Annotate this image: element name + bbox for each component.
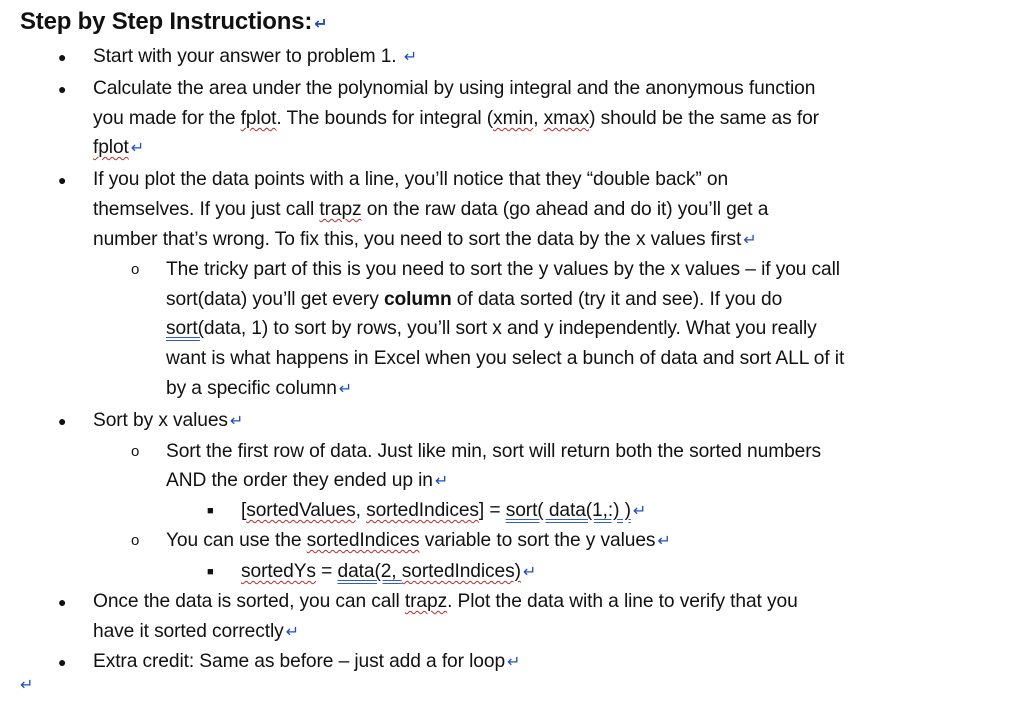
return-mark-icon: ↵	[338, 381, 353, 398]
return-mark-icon: ↵	[314, 16, 328, 33]
list-item: Start with your answer to problem 1. ↵	[93, 46, 418, 67]
bullet-circle-icon: o	[131, 443, 140, 460]
list-item-line: fplot ↵	[93, 137, 145, 158]
code-line: sortedYs = data(2, sortedIndices) ↵	[241, 561, 537, 582]
return-mark-icon: ↵	[130, 140, 145, 157]
bullet-square-icon: ■	[207, 566, 214, 578]
return-mark-icon: ↵	[229, 413, 244, 430]
sub-list-item: Sort the first row of data. Just like min, sort will return both the sorted numbers	[166, 441, 822, 462]
list-item: If you plot the data points with a line, you’ll notice that they “double back” on	[93, 169, 729, 190]
bullet-circle-icon: o	[131, 261, 140, 278]
sub-list-item-line: sort(data) you’ll get every column of data sorted (try it and see). If you do	[166, 289, 783, 310]
return-mark-icon: ↵	[434, 473, 449, 490]
return-mark-icon: ↵	[522, 564, 537, 581]
sub-list-item-line: by a specific column ↵	[166, 378, 353, 399]
list-item: Once the data is sorted, you can call trapz. Plot the data with a line to verify that you	[93, 591, 798, 612]
page-title	[20, 8, 327, 36]
sub-list-item-line: AND the order they ended up in ↵	[166, 470, 449, 491]
bullet-disc-icon: ●	[58, 654, 67, 670]
bullet-square-icon: ■	[207, 505, 214, 517]
bullet-disc-icon: ●	[58, 172, 67, 188]
return-mark-icon: ↵	[403, 49, 418, 66]
return-mark-icon: ↵	[507, 654, 521, 671]
sub-list-item: You can use the sortedIndices variable to sort the y values ↵	[166, 530, 671, 551]
list-item-line: have it sorted correctly ↵	[93, 621, 299, 642]
list-item: Extra credit: Same as before – just add a for loop ↵	[93, 651, 521, 672]
list-item: Calculate the area under the polynomial by using integral and the anonymous function	[93, 78, 816, 99]
sub-list-item: The tricky part of this is you need to sort the y values by the x values – if you call	[166, 259, 840, 280]
return-mark-icon: ↵	[632, 503, 647, 520]
return-mark-icon: ↵	[743, 232, 757, 249]
bullet-disc-icon: ●	[58, 594, 67, 610]
sub-list-item-line: sort(data, 1) to sort by rows, you’ll sort x and y independently. What you really	[166, 318, 817, 339]
bullet-disc-icon: ●	[58, 49, 67, 65]
return-mark-icon: ↵	[657, 533, 671, 550]
bullet-disc-icon: ●	[58, 413, 67, 429]
return-mark-icon: ↵	[20, 677, 34, 694]
list-item-line: number that’s wrong. To fix this, you need to sort the data by the x values first ↵	[93, 229, 757, 250]
sub-list-item-line: want is what happens in Excel when you select a bunch of data and sort ALL of it	[166, 348, 845, 369]
title-text: Step by Step Instructions:	[20, 8, 313, 35]
list-item-line: themselves. If you just call trapz on the raw data (go ahead and do it) you’ll get a	[93, 199, 769, 220]
bullet-circle-icon: o	[131, 532, 140, 549]
bullet-disc-icon: ●	[58, 81, 67, 97]
list-item: Sort by x values ↵	[93, 410, 244, 431]
code-line: [sortedValues, sortedIndices] = sort( data(1,:) ) ↵	[241, 500, 647, 521]
return-mark-icon: ↵	[285, 624, 299, 641]
list-item-line: you made for the fplot. The bounds for integral (xmin, xmax) should be the same as for	[93, 108, 819, 129]
